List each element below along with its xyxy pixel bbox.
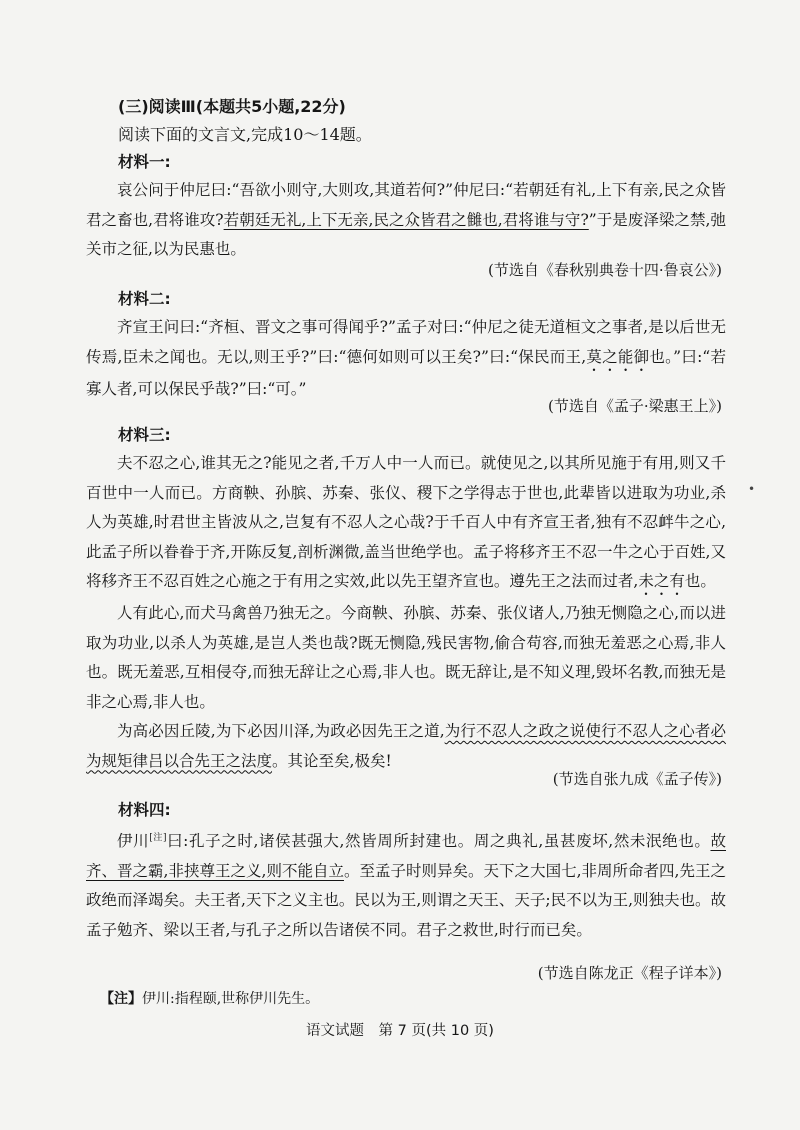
- material-1-text: 哀公问于仲尼曰:“吾欲小则守,大则攻,其道若何?”仲尼曰:“若朝廷有礼,上下有亲,民之众皆君之畜也,君将谁攻?若朝廷无礼,上下无亲,民之众皆君之雠也,君将谁与守?”于是废泽梁之禁,弛关市之征,以为民惠也。: [86, 181, 726, 258]
- instruction: 阅读下面的文言文,完成10～14题。: [118, 125, 372, 144]
- material-2-text: 齐宣王问曰:“齐桓、晋文之事可得闻乎?”孟子对曰:“仲尼之徒无道桓文之事者,是以后世无传焉,臣未之闻也。无以,则王乎?”曰:“德何如则可以王矣?”曰:“保民而王,莫之能御也。”曰:“若寡人者,可以保民乎哉?”曰:“可。”: [86, 318, 726, 398]
- material-3-source: (节选自张九成《孟子传》): [552, 770, 722, 788]
- underlined-sentence-2: 故齐、晋之霸,非挟尊王之义,则不能自立: [86, 832, 726, 880]
- material-4-heading: 材料四:: [118, 801, 171, 819]
- material-3-text: 夫不忍之心,谁其无之?能见之者,千万人中一人而已。就使见之,以其所见施于有用,则又千百世中一人而已。方商鞅、孙膑、苏秦、张仪、稷下之学得志于世也,此辈皆以进取为功业,杀人为英雄,时君世主皆波从之,岂复有不忍人之心哉?于千百人中有齐宣王者,独有不忍衅牛之心,此孟子所以眷眷于齐,开陈反复,剖析渊微,盖当世绝学也。孟子将移齐王不忍一牛之心于百姓,又将移齐王不忍百姓之心施之于有用之实效,此以先王望齐宣也。遵先王之法而过者,未之有也。 人有此心,而犬马禽兽乃独无之。今商鞅、孙膑、苏秦、张仪诸人,乃独无恻隐之心,而以进取为功业,以杀人为英雄,是岂人类也哉?既无恻隐,残民害物,偷合苟容,而独无羞恶之心焉,非人也。既无羞恶,互相侵夺,而独无辞让之心焉,非人也。既无辞让,是不知义理,毁坏名教,而独无是非之心焉,非人也。 为高必因丘陵,为下必因川泽,为政必因先王之道,为行不忍人之政之说使行不忍人之心者必为规矩律吕以合先王之法度。其论至矣,极矣!: [86, 454, 726, 770]
- footnote: [100, 988, 319, 1008]
- wavy-underlined-sentence: 为行不忍人之政之说使行不忍人之心者必为规矩律吕以合先王之法度: [86, 722, 726, 770]
- material-4-source: (节选自陈龙正《程子详本》): [537, 964, 722, 982]
- material-2-source: (节选自《孟子·梁惠王上》): [548, 397, 722, 415]
- footnote-text: 伊川:指程颐,世称伊川先生。: [142, 991, 320, 1007]
- page-footer: 语文试题 第 7 页(共 10 页): [306, 1023, 494, 1039]
- material-4-text: 伊川[注]曰:孔子之时,诸侯甚强大,然皆周所封建也。周之典礼,虽甚废坏,然未泯绝也。故齐、晋之霸,非挟尊王之义,则不能自立。至孟子时则异矣。天下之大国七,非周所命者四,先王之政绝而泽竭矣。夫王者,天下之义主也。民以为王,则谓之天王、天子;民不以为王,则独夫也。故孟子勉齐、梁以王者,与孔子之所以告诸侯不同。君子之救世,时行而已矣。: [86, 832, 727, 939]
- dotted-phrase-2: 未之有: [638, 572, 685, 590]
- underlined-sentence-1: 若朝廷无礼,上下无亲,民之众皆君之雠也,君将谁与守?: [223, 210, 589, 229]
- material-3-heading: 材料三:: [118, 426, 171, 444]
- footnote-marker: [注]: [149, 833, 167, 843]
- material-2-heading: 材料二:: [118, 290, 171, 308]
- dotted-phrase-1: 莫之能御: [586, 347, 650, 366]
- material-1-heading: 材料一:: [118, 153, 171, 171]
- scan-mark: •: [748, 482, 756, 496]
- section-title: (三)阅读Ⅲ(本题共5小题,22分): [118, 97, 346, 116]
- material-3-paragraph-2: 人有此心,而犬马禽兽乃独无之。今商鞅、孙膑、苏秦、张仪诸人,乃独无恻隐之心,而以进取为功业,以杀人为英雄,是岂人类也哉?既无恻隐,残民害物,偷合苟容,而独无羞恶之心焉,非人也。既无羞恶,互相侵夺,而独无辞让之心焉,非人也。既无辞让,是不知义理,毁坏名教,而独无是非之心焉,非人也。: [86, 604, 726, 711]
- material-1-source: (节选自《春秋别典卷十四·鲁哀公》): [488, 261, 722, 279]
- footnote-tag: 【注】: [100, 991, 142, 1007]
